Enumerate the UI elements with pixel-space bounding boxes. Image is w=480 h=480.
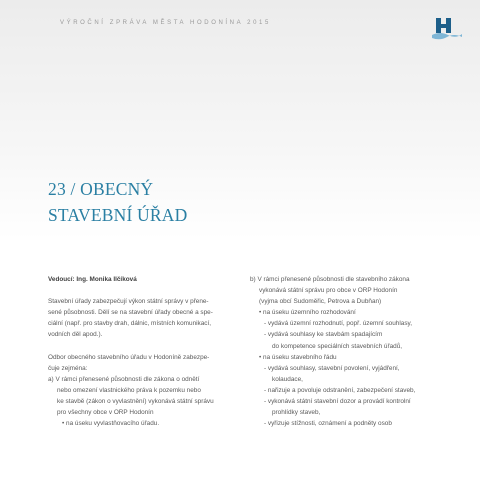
sub-list-item: kolaudace, — [272, 375, 303, 383]
list-item-a: a) V rámci přenesené působnosti dle zákona o odnětí — [48, 375, 200, 383]
left-column — [48, 274, 238, 429]
sub-list-item: - vydává souhlasy ke stavbám spadajícím — [264, 331, 383, 339]
sub-list-item: - vykonává státní stavební dozor a provádí kontrolní — [264, 398, 411, 406]
right-column — [250, 274, 450, 429]
paragraph-line: vodních děl apod.). — [48, 331, 103, 339]
paragraph-line: Stavební úřady zabezpečují výkon státní správy v přene- — [48, 298, 209, 306]
sub-list-item: - vyřizuje stížnosti, oznámení a podněty osob — [264, 420, 392, 428]
sub-list-item: - vydává souhlasy, stavební povolení, vyjádření, — [264, 364, 400, 372]
chapter-heading-line1: 23 / OBECNÝ — [48, 179, 154, 199]
paragraph-line: Odbor obecného stavebního úřadu v Hodoníně zabezpe- — [48, 353, 210, 361]
bullet-item: • na úseku vyvlastňovacího úřadu. — [62, 420, 160, 428]
report-header-title: VÝROČNÍ ZPRÁVA MĚSTA HODONÍNA 2015 — [60, 20, 271, 26]
hodonin-logo-icon — [432, 16, 462, 40]
bullet-item: • na úseku územního rozhodování — [259, 309, 356, 317]
sub-list-item: prohlídky staveb, — [272, 409, 321, 417]
head-of-department: Vedoucí: Ing. Monika Ilčíková — [48, 276, 137, 283]
sub-list-item: - vydává územní rozhodnutí, popř. územní souhlasy, — [264, 320, 413, 328]
list-item-b: b) V rámci přenesené působnosti dle stavebního zákona — [250, 276, 410, 283]
list-item-a-line: pro všechny obce v ORP Hodonín — [57, 409, 154, 417]
sub-list-item: - nařizuje a povoluje odstranění, zabezpečení staveb, — [264, 386, 416, 394]
list-item-a-line: nebo omezení vlastnického práva k pozemku nebo — [57, 386, 201, 394]
sub-list-item: do kompetence speciálních stavebních úřadů, — [272, 342, 403, 350]
list-item-b-line: vykonává státní správu pro obce v ORP Hodonín — [259, 287, 398, 295]
list-item-a-line: ke stavbě (zákon o vyvlastnění) vykonává státní správu — [57, 398, 214, 406]
list-item-b-line: (vyjma obcí Sudoměřic, Petrova a Dubňan) — [259, 298, 382, 306]
paragraph-line: ciální (např. pro stavby drah, dálnic, místních komunikací, — [48, 320, 212, 328]
chapter-heading-line2: STAVEBNÍ ÚŘAD — [48, 205, 188, 225]
hodonin-logo — [432, 16, 462, 40]
bullet-item: • na úseku stavebního řádu — [259, 353, 337, 361]
chapter-heading — [48, 176, 187, 228]
paragraph-line: čuje zejména: — [48, 364, 88, 372]
paragraph-line: sené působnosti. Dělí se na stavební úřady obecné a spe- — [48, 309, 213, 317]
